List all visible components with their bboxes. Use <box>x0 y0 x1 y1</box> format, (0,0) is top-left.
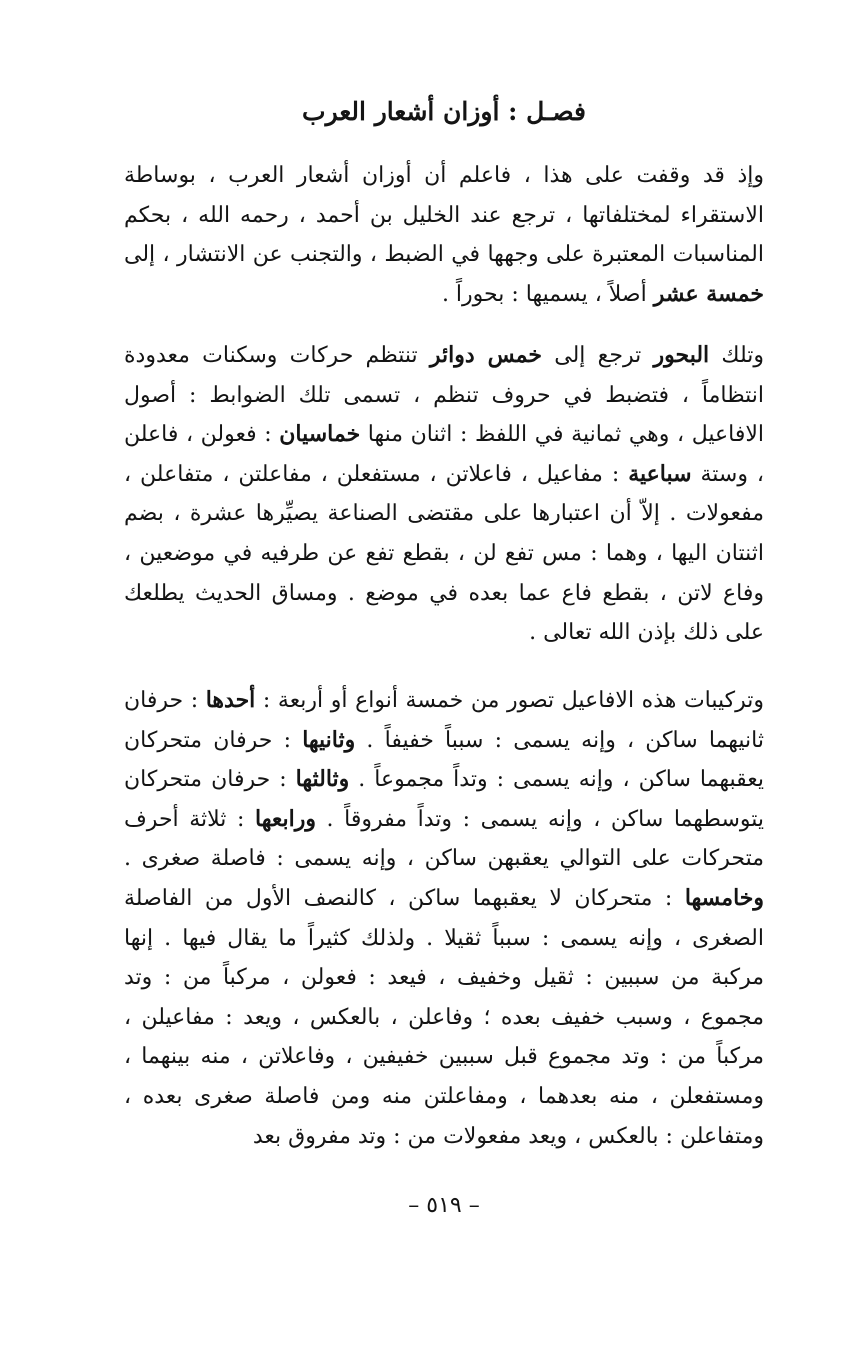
text-run: : ثلاثة أحرف متحركات على التوالي يعقبهن ساكن ، وإنه يسمى : فاصلة صغرى . <box>124 806 764 872</box>
bold-term: سباعية <box>628 460 692 487</box>
text-run: أصلاً ، يسميها : بحوراً . <box>441 281 654 307</box>
paragraph-2 <box>124 336 764 653</box>
page-number: – ٥١٩ – <box>408 1193 480 1218</box>
page <box>124 0 764 1357</box>
text-run: : حرفان متحركان يتوسطهما ساكن ، وإنه يسمى : وتداً مفروقاً . <box>124 767 765 832</box>
text-run: تنتظم حركات وسكنات معدودة انتظاماً ، فتضبط في حروف تنظم ، تسمى تلك الضوابط : أصول الافاعيل ، وهي ثمانية في اللفظ : اثنان منها <box>124 343 765 448</box>
text-run: : متحركان لا يعقبهما ساكن ، كالنصف الأول من الفاصلة الصغرى ، وإنه يسمى : سبباً ثقيلا . ولذلك كثيراً ما يقال فيها . إنها مركبة من سببين : ثقيل وخفيف ، فيعد : فعولن ، مركباً من : وتد مجموع ، وسبب خفيف بعده ؛ وفاعلن ، بالعكس ، ويعد : مفاعيلن ، مركباً من : وتد مجموع قبل سببين خفيفين ، وفاعلاتن ، منه بينهما ، ومستفعلن ، منه بعدهما ، ومفاعلتن منه ومن فاصلة صغرى بعده ، ومتفاعلن : بالعكس ، ويعد مفعولات من : وتد مفروق بعد <box>124 885 764 1149</box>
text-run: : فعولن ، فاعلن ، وستة <box>124 422 765 487</box>
text-run: ترجع إلى <box>542 343 654 368</box>
paragraph-3 <box>124 681 764 1156</box>
bold-term: وثالثها <box>295 766 350 793</box>
text-run: وتركيبات هذه الافاعيل تصور من خمسة أنواع أو أربعة : <box>255 688 764 713</box>
bold-term: خمس دوائر <box>429 342 542 368</box>
text-run: وتلك <box>709 343 764 368</box>
text-run: وإذ قد وقفت على هذا ، فاعلم أن أوزان أشعار العرب ، بوساطة الاستقراء لمختلفاتها ، ترجع عند الخليل بن أحمد ، رحمه الله ، بحكم المناسبات المعتبرة على وجهها في الضبط ، والتجنب عن الانتشار ، إلى <box>124 163 764 268</box>
text-run: : مفاعيل ، فاعلاتن ، مستفعلن ، مفاعلتن ، متفاعلن ، مفعولات . إلاّ أن اعتبارها على مقتضى الصناعة يصيِّرها عشرة ، بضم اثنتان اليها ، وهما : مس تفع لن ، بقطع تفع عن طرفيه في موضعين ، وفاع لاتن ، بقطع فاع عما بعده في موضع . ومساق الحديث يطلعك على ذلك بإذن الله تعالى . <box>124 461 764 646</box>
bold-term: ورابعها <box>255 805 316 832</box>
bold-term: خمسة عشر <box>653 280 764 307</box>
paragraph-1 <box>124 156 764 314</box>
section-title: فصـل : أوزان أشعار العرب <box>302 97 586 126</box>
bold-term: وثانيها <box>302 726 356 753</box>
bold-term: خماسيان <box>279 421 361 448</box>
text-run: : حرفان متحركان يعقبهما ساكن ، وإنه يسمى : وتداً مجموعاً . <box>124 727 764 793</box>
bold-term: وخامسها <box>684 884 764 911</box>
text-run: : حرفان ثانيهما ساكن ، وإنه يسمى : سبباً خفيفاً . <box>124 688 764 753</box>
bold-term: البحور <box>653 342 710 368</box>
bold-term: أحدها <box>205 687 256 713</box>
